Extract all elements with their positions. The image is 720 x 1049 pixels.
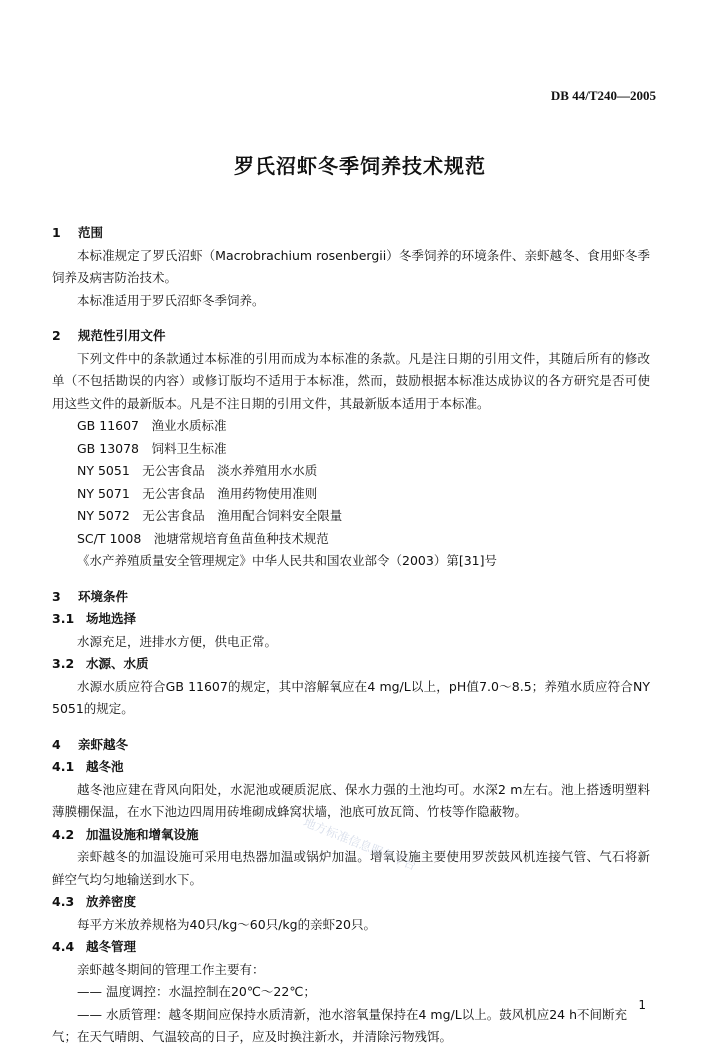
page-number: 1	[638, 998, 646, 1012]
document-title: 罗氏沼虾冬季饲养技术规范	[234, 154, 486, 178]
paragraph: 本标准规定了罗氏沼虾（Macrobrachium rosenbergii）冬季饲养的环境条件、亲虾越冬、食用虾冬季饲养及病害防治技术。	[52, 247, 650, 285]
reference-item: SC/T 1008 池塘常规培育鱼苗鱼种技术规范	[77, 530, 329, 546]
section-heading: 2 规范性引用文件	[52, 328, 166, 343]
paragraph: 水源充足，进排水方便，供电正常。	[77, 633, 278, 649]
paragraph: 水源水质应符合GB 11607的规定，其中溶解氧应在4 mg/L以上，pH值7.0～8.5；养殖水质应符合NY 5051的规定。	[52, 678, 650, 716]
watermark: 地方标准信息服务平台	[301, 814, 419, 873]
reference-item: NY 5051 无公害食品 淡水养殖用水水质	[77, 463, 318, 478]
document-body	[52, 222, 650, 1049]
section-heading: 3 环境条件	[52, 588, 129, 604]
dash-list-item: —— 温度调控：水温控制在20℃～22℃；	[77, 984, 316, 999]
paragraph: 每平方米放养规格为40只/kg～60只/kg的亲虾20只。	[77, 916, 376, 932]
subsection-heading: 4.3 放养密度	[52, 894, 137, 909]
reference-item: NY 5071 无公害食品 渔用药物使用准则	[77, 485, 318, 501]
reference-item: 《水产养殖质量安全管理规定》中华人民共和国农业部令（2003）第[31]号	[77, 553, 497, 568]
paragraph: 越冬池应建在背风向阳处，水泥池或硬质泥底、保水力强的土池均可。水深2 m左右。池上搭透明塑料薄膜棚保温，在水下池边四周用砖堆砌成蜂窝状墙，池底可放瓦筒、竹枝等作隐蔽物。	[52, 781, 650, 819]
reference-item: NY 5072 无公害食品 渔用配合饲料安全限量	[77, 508, 343, 523]
document-code: DB 44/T240—2005	[550, 88, 656, 103]
subsection-heading: 4.4 越冬管理	[52, 939, 137, 954]
subsection-heading: 3.2 水源、水质	[52, 656, 149, 671]
paragraph: 本标准适用于罗氏沼虾冬季饲养。	[77, 292, 265, 308]
section-heading: 1 范围	[52, 225, 104, 240]
section-heading: 4 亲虾越冬	[52, 736, 129, 752]
subsection-heading: 3.1 场地选择	[52, 611, 137, 626]
reference-item: GB 13078 饲料卫生标准	[77, 440, 227, 456]
subsection-heading: 4.2 加温设施和增氧设施	[52, 826, 199, 842]
paragraph: 下列文件中的条款通过本标准的引用而成为本标准的条款。凡是注日期的引用文件，其随后所有的修改单（不包括勘误的内容）或修订版均不适用于本标准，然而，鼓励根据本标准达成协议的各方研究是否可使用这些文件的最新版本。凡是不注日期的引用文件，其最新版本适用于本标准。	[52, 350, 650, 411]
subsection-heading: 4.1 越冬池	[52, 759, 124, 774]
paragraph: 亲虾越冬期间的管理工作主要有：	[77, 961, 265, 977]
paragraph: 亲虾越冬的加温设施可采用电热器加温或锅炉加温。增氧设施主要使用罗茨鼓风机连接气管、气石将新鲜空气均匀地输送到水下。	[52, 849, 650, 887]
reference-item: GB 11607 渔业水质标准	[77, 418, 227, 433]
dash-list-item: —— 水质管理：越冬期间应保持水质清新，池水溶氧量保持在4 mg/L以上。鼓风机应24 h不间断充气；在天气晴朗、气温较高的日子，应及时换注新水，并清除污物残饵。	[52, 1006, 627, 1044]
